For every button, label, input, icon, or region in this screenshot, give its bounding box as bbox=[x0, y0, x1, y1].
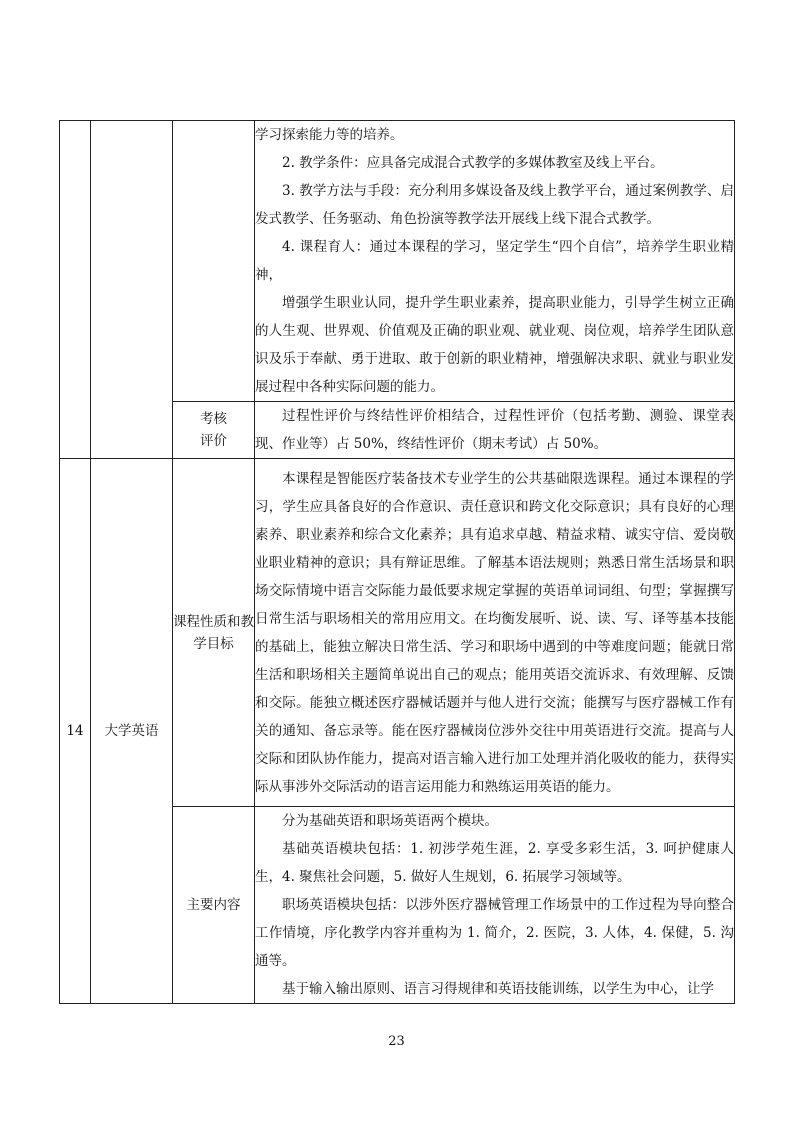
table-row bbox=[60, 121, 735, 402]
main-content-cell bbox=[255, 807, 735, 1004]
body-paragraph: 3. 教学方法与手段：充分利用多媒设备及线上教学平台，通过案例教学、启发式教学、任务驱动、角色扮演等教学法开展线上线下混合式教学。 bbox=[255, 183, 734, 227]
course-number-cell-prev bbox=[60, 121, 91, 459]
course-name-cell-prev bbox=[91, 121, 173, 459]
category-cell-content: 主要内容 bbox=[173, 807, 255, 1004]
course-table bbox=[59, 120, 735, 1004]
body-paragraph: 过程性评价与终结性评价相结合，过程性评价（包括考勤、测验、课堂表现、作业等）占 50%，终结性评价（期末考试）占 50%。 bbox=[255, 408, 734, 452]
assessment-cell bbox=[255, 402, 735, 459]
body-paragraph: 增强学生职业认同，提升学生职业素养，提高职业能力，引导学生树立正确的人生观、世界观、价值观及正确的职业观、就业观、岗位观，培养学生团队意识及乐于奉献、勇于进取、敢于创新的职业精神，增强解决求职、就业与职业发展过程中各种实际问题的能力。 bbox=[255, 295, 734, 395]
body-paragraph: 基础英语模块包括：1. 初涉学苑生涯，2. 享受多彩生活，3. 呵护健康人生，4. 聚焦社会问题，5. 做好人生规划，6. 拓展学习领域等。 bbox=[255, 841, 734, 885]
body-paragraph: 职场英语模块包括：以涉外医疗器械管理工作场景中的工作过程为导向整合工作情境，序化教学内容并重构为 1. 简介，2. 医院，3. 人体，4. 保健，5. 沟通等。 bbox=[255, 897, 734, 969]
body-paragraph: 基于输入输出原则、语言习得规律和英语技能训练，以学生为中心，让学 bbox=[282, 981, 714, 997]
objectives-cell bbox=[255, 459, 735, 807]
page-number: 23 bbox=[388, 1034, 405, 1049]
category-cell-objectives: 课程性质和教学目标 bbox=[173, 459, 255, 807]
teaching-requirements-cell bbox=[255, 121, 735, 402]
category-cell-assessment bbox=[173, 402, 255, 459]
body-paragraph: 2. 教学条件：应具备完成混合式教学的多媒体教室及线上平台。 bbox=[282, 155, 664, 171]
body-paragraph: 分为基础英语和职场英语两个模块。 bbox=[282, 813, 498, 829]
category-label: 评价 bbox=[200, 433, 227, 449]
body-paragraph: 学习探索能力等的培养。 bbox=[255, 127, 404, 143]
table-row bbox=[60, 459, 735, 807]
body-paragraph: 4. 课程育人：通过本课程的学习，坚定学生“四个自信”，培养学生职业精神， bbox=[255, 239, 734, 283]
course-number-cell: 14 bbox=[60, 459, 91, 1004]
course-name-cell: 大学英语 bbox=[91, 459, 173, 1004]
body-paragraph: 本课程是智能医疗装备技术专业学生的公共基础限选课程。通过本课程的学习，学生应具备良好的合作意识、责任意识和跨文化交际意识；具有良好的心理素养、职业素养和综合文化素养；具有追求卓越、精益求精、诚实守信、爱岗敬业职业精神的意识；具有辩证思维。了解基本语法规则；熟悉日常生活场景和职场交际情境中语言交际能力最低要求规定掌握的英语单词词组、句型；掌握撰写日常生活与职场相关的常用应用文。在均衡发展听、说、读、写、译等基本技能的基础上，能独立解决日常生活、学习和职场中遇到的中等难度问题；能就日常生活和职场相关主题简单说出自己的观点；能用英语交流诉求、有效理解、反馈和交际。能独立概述医疗器械话题并与他人进行交流；能撰写与医疗器械工作有关的通知、备忘录等。能在医疗器械岗位涉外交往中用英语进行交流。提高与人交际和团队协作能力，提高对语言输入进行加工处理并消化吸收的能力，获得实际从事涉外交际活动的语言运用能力和熟练运用英语的能力。 bbox=[255, 470, 734, 795]
category-label: 考核 bbox=[200, 411, 227, 427]
category-cell-empty bbox=[173, 121, 255, 402]
